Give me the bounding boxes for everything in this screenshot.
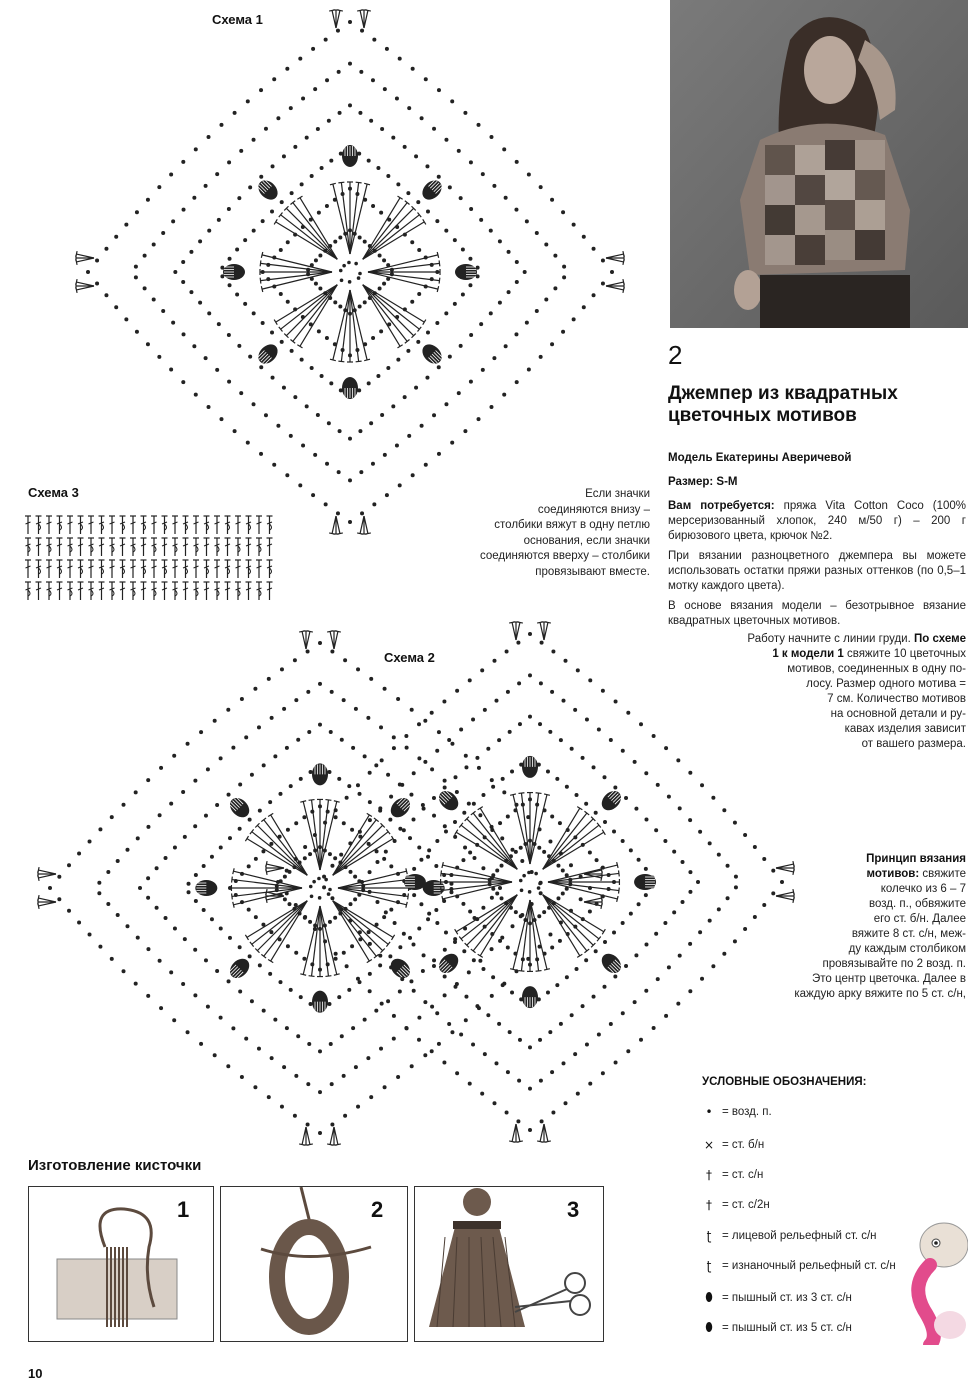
article-p1: При вязании разноцветного джемпера вы можете использовать остатки пряжи разных оттенков (по 0,5–1 мотку каждого цвета). — [668, 550, 966, 592]
article-p2: В основе вязания модели – безотрывное вязание квадратных цветочных мотивов. — [668, 600, 966, 627]
legend-item: † = ст. с/2н — [702, 1198, 770, 1212]
step-number: 1 — [177, 1197, 190, 1222]
article-author: Модель Екатерины Аверичевой — [668, 452, 852, 464]
puff-5-icon: ⬮ — [705, 1320, 713, 1334]
puff-3-icon: ⬮ — [705, 1290, 713, 1304]
scheme1-label: Схема 1 — [212, 12, 263, 27]
scissors-icon — [515, 1273, 590, 1315]
step-number: 3 — [567, 1197, 580, 1222]
legend-item: • = возд. п. — [702, 1105, 772, 1119]
double-crochet-icon: † — [706, 1168, 712, 1182]
legend-item: ʈ = изнаночный рельефный ст. с/н — [702, 1259, 896, 1273]
scheme-note: Если значки соединяются внизу – столбики вяжут в одну петлю основания, если значки соединяются вверху – столбики провязывают вместе. — [479, 488, 650, 578]
tassel-title: Изготовление кисточки — [28, 1157, 202, 1174]
single-crochet-icon: × — [703, 1138, 715, 1152]
legend-item: ⬮ = пышный ст. из 5 ст. с/н — [702, 1320, 852, 1335]
legend-item: ⬮ = пышный ст. из 3 ст. с/н — [702, 1290, 852, 1305]
legend-title: УСЛОВНЫЕ ОБОЗНАЧЕНИЯ: — [702, 1076, 867, 1088]
article-p3: Работу начните с линии груди. По схеме 1 к модели 1 свяжите 10 цветочных мотивов, соединенных в одну по- лосу. Размер одного мотива = 7 см. Количество мотивов на основной детали и ру- кавах изделия зависит от вашего размера. — [747, 633, 966, 750]
chain-stitch-icon: • — [705, 1105, 713, 1119]
scheme3-diagram — [22, 510, 282, 610]
scheme1-diagram — [60, 0, 640, 545]
tassel-step-2 — [220, 1186, 408, 1342]
article-number: 2 — [668, 340, 683, 370]
model-photo — [670, 0, 968, 328]
scheme2-label: Схема 2 — [384, 650, 435, 665]
back-post-icon: ʈ — [706, 1259, 712, 1273]
legend-item: × = ст. б/н — [703, 1138, 765, 1152]
page-number: 10 — [28, 1366, 43, 1381]
article-title: Джемпер из квадратных цветочных мотивов — [668, 383, 898, 426]
treble-crochet-icon: † — [706, 1198, 712, 1212]
scheme3-label: Схема 3 — [28, 485, 79, 500]
legend-item: † = ст. с/н — [702, 1168, 763, 1182]
scheme2-diagram-left — [20, 620, 400, 1150]
article-size: Размер: S-M — [668, 476, 738, 488]
tassel-step-3 — [414, 1186, 604, 1342]
cartoon-sticker-icon — [900, 1215, 968, 1345]
front-post-icon: ʈ — [706, 1229, 712, 1243]
legend-item: ʈ = лицевой рельефный ст. с/н — [702, 1229, 877, 1243]
article-needs: Вам потребуется: пряжа Vita Cotton Coco (100% мерсеризованный хлопок, 240 м/50 г) – 200 г бирюзового цвета, крючок №2. — [668, 500, 966, 542]
article-p4: Принцип вязания мотивов: свяжите колечко из 6 – 7 возд. п., обвяжите его ст. б/н. Далее вяжите 8 ст. с/н, меж- ду каждым столбиком провязывайте по 2 возд. п. Это центр цветочка. Далее в каждую арку вяжите по 5 ст. с/н, — [794, 853, 966, 1000]
step-number: 2 — [371, 1197, 384, 1222]
tassel-step-1 — [28, 1186, 214, 1342]
